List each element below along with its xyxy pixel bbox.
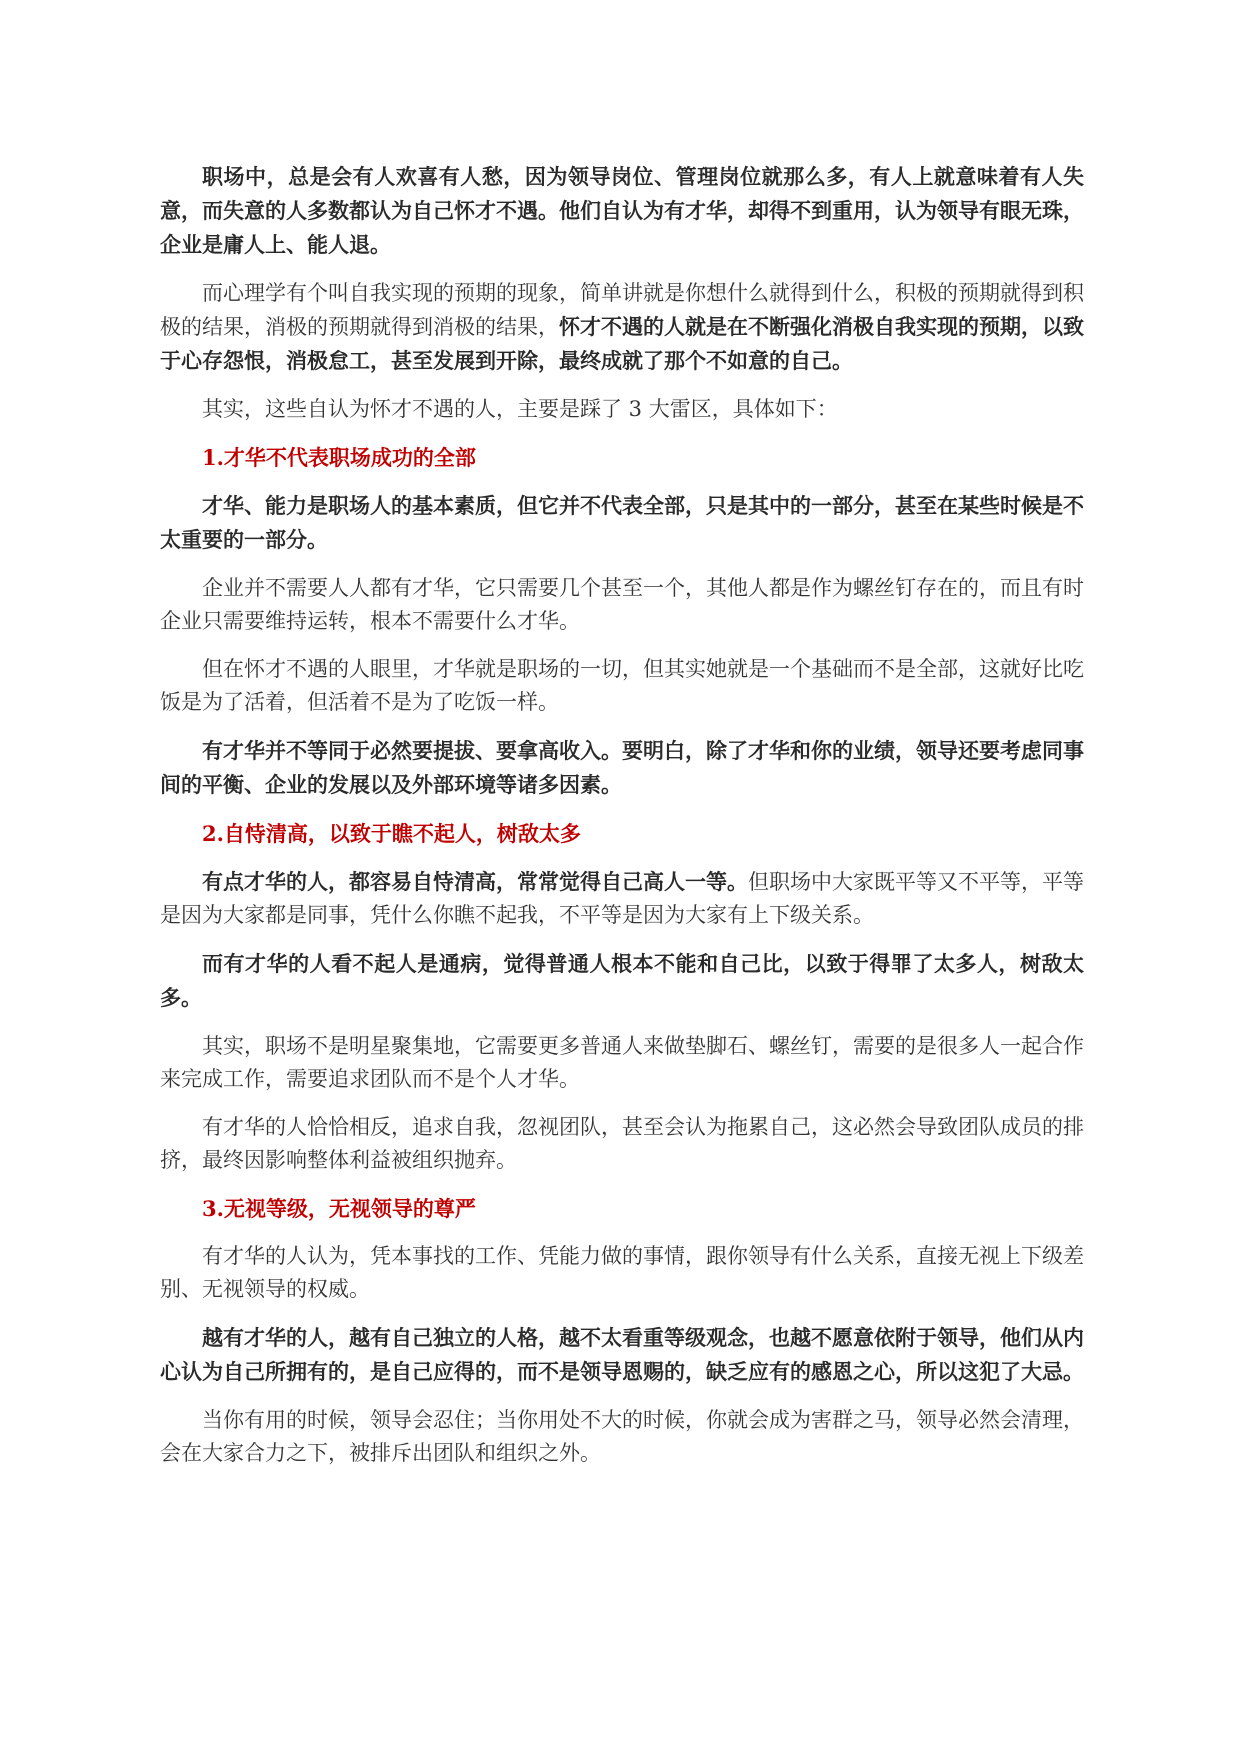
paragraph-talent-everything [160, 653, 1084, 719]
paragraph-ignore-hierarchy [160, 1240, 1084, 1306]
paragraph-intro-bold: 职场中，总是会有人欢喜有人愁，因为领导岗位、管理岗位就那么多，有人上就意味着有人失意，而失意的人多数都认为自己怀才不遇。他们自认为有才华，却得不到重用，认为领导有眼无珠，企业是庸人上、能人退。 [160, 164, 1084, 257]
paragraph-independence-bold: 越有才华的人，越有自己独立的人格，越不太看重等级观念，也越不愿意依附于领导，他们从内心认为自己所拥有的，是自己应得的，而不是领导恩赐的，缺乏应有的感恩之心，所以这犯了大忌。 [160, 1325, 1084, 1384]
paragraph-enterprise-needs-text: 企业并不需要人人都有才华，它只需要几个甚至一个，其他人都是作为螺丝钉存在的，而且有时企业只需要维持运转，根本不需要什么才华。 [160, 576, 1084, 633]
paragraph-psychology-text: 而心理学有个叫自我实现的预期的现象，简单讲就是你想什么就得到什么，积极的预期就得到积极的结果，消极的预期就得到消极的结果， [160, 281, 1084, 339]
paragraph-enterprise-needs [160, 572, 1084, 638]
paragraph-self-pursuit-text: 有才华的人恰恰相反，追求自我，忽视团队，甚至会认为拖累自己，这必然会导致团队成员的排挤，最终因影响整体利益被组织抛弃。 [160, 1115, 1084, 1172]
paragraph-arrogance-text: 但职场中大家既平等又不平等，平等是因为大家都是同事，凭什么你瞧不起我，不平等是因为大家有上下级关系。 [160, 870, 1084, 927]
paragraph-common-fault [160, 947, 1084, 1015]
paragraph-consequence [160, 1404, 1084, 1470]
paragraph-independence [160, 1321, 1084, 1389]
paragraph-teamwork-text: 其实，职场不是明星聚集地，它需要更多普通人来做垫脚石、螺丝钉，需要的是很多人一起合作来完成工作，需要追求团队而不是个人才华。 [160, 1034, 1084, 1091]
paragraph-talent-basic [160, 489, 1084, 557]
paragraph-ignore-hierarchy-text: 有才华的人认为，凭本事找的工作、凭能力做的事情，跟你领导有什么关系，直接无视上下级差别、无视领导的权威。 [160, 1244, 1084, 1301]
paragraph-intro [160, 160, 1084, 262]
paragraph-self-pursuit [160, 1111, 1084, 1177]
paragraph-summary [160, 393, 1084, 426]
article-body [160, 160, 1084, 1485]
paragraph-talent-everything-text: 但在怀才不遇的人眼里，才华就是职场的一切，但其实她就是一个基础而不是全部，这就好比吃饭是为了活着，但活着不是为了吃饭一样。 [160, 657, 1084, 714]
paragraph-arrogance [160, 865, 1084, 932]
paragraph-consequence-text: 当你有用的时候，领导会忍住；当你用处不大的时候，你就会成为害群之马，领导必然会清理，会在大家合力之下，被排斥出团队和组织之外。 [160, 1408, 1084, 1465]
paragraph-promotion-bold: 有才华并不等同于必然要提拔、要拿高收入。要明白，除了才华和你的业绩，领导还要考虑同事间的平衡、企业的发展以及外部环境等诸多因素。 [160, 738, 1084, 797]
section-heading-2: 2.自恃清高，以致于瞧不起人，树敌太多 [202, 821, 581, 846]
paragraph-psychology-bold: 怀才不遇的人就是在不断强化消极自我实现的预期，以致于心存怨恨，消极怠工，甚至发展到开除，最终成就了那个不如意的自己。 [160, 314, 1084, 373]
paragraph-psychology [160, 277, 1084, 378]
paragraph-arrogance-bold: 有点才华的人，都容易自恃清高，常常觉得自己高人一等。 [202, 869, 748, 894]
paragraph-teamwork [160, 1030, 1084, 1096]
section-heading-3: 3.无视等级，无视领导的尊严 [202, 1196, 476, 1221]
paragraph-talent-basic-bold: 才华、能力是职场人的基本素质，但它并不代表全部，只是其中的一部分，甚至在某些时候是不太重要的一部分。 [160, 493, 1084, 552]
paragraph-summary-text: 其实，这些自认为怀才不遇的人，主要是踩了 3 大雷区，具体如下： [202, 397, 838, 421]
paragraph-common-fault-bold: 而有才华的人看不起人是通病，觉得普通人根本不能和自己比，以致于得罪了太多人，树敌太多。 [160, 951, 1084, 1010]
paragraph-promotion [160, 734, 1084, 802]
section-heading-1: 1.才华不代表职场成功的全部 [202, 445, 476, 470]
